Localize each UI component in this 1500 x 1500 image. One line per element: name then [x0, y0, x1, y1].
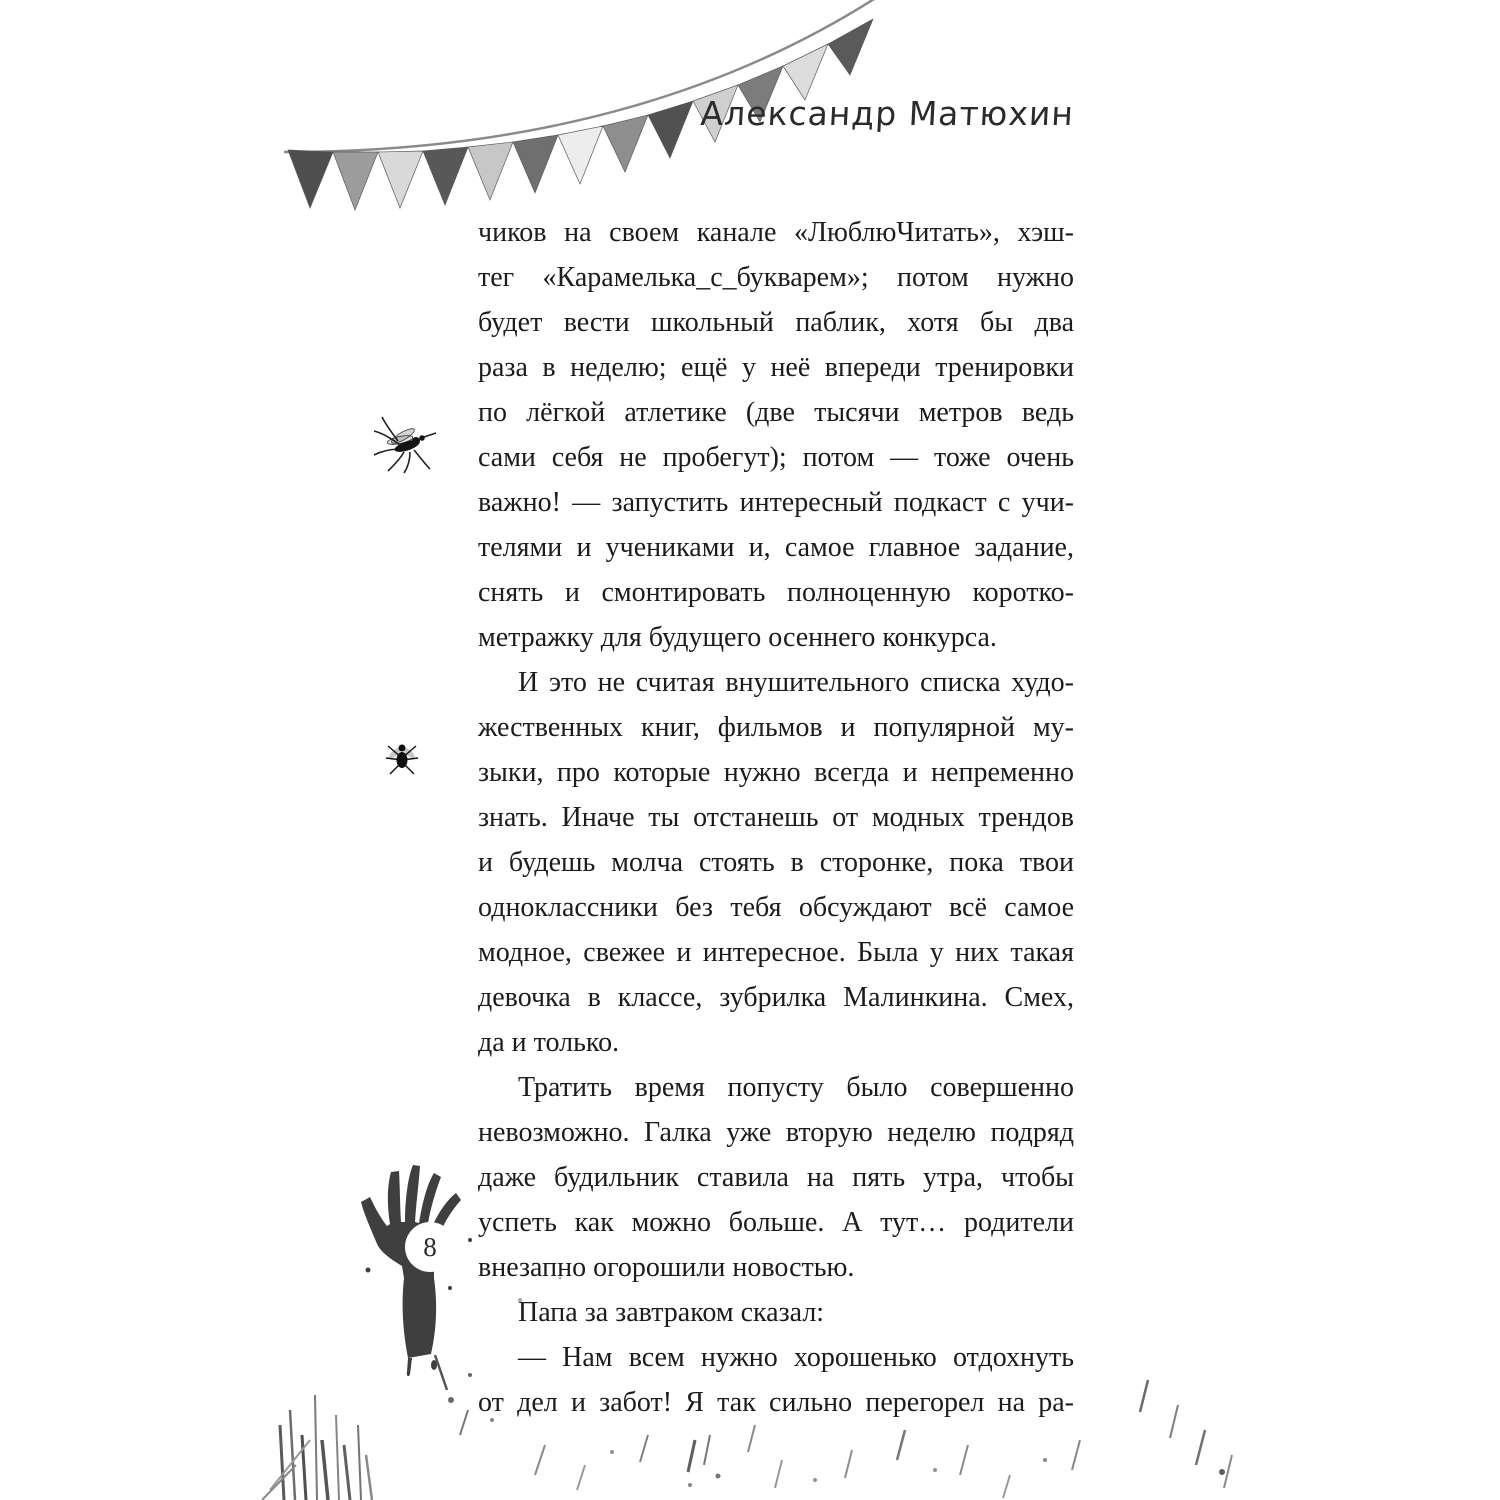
- text-line: раза в неделю; ещё у неё впереди тренировки: [478, 352, 1074, 383]
- text-line: девочка в классе, зубрилка Малинкина. Смех,: [478, 982, 1074, 1013]
- text-line: И это не считая внушительного списка худо-: [518, 667, 1074, 698]
- text-column: [478, 210, 1074, 1425]
- fly-icon: [382, 736, 422, 780]
- bunting-flag: [513, 135, 558, 193]
- text-line: невозможно. Галка уже вторую неделю подряд: [478, 1117, 1074, 1148]
- page-number: 8: [405, 1222, 455, 1272]
- text-line: и будешь молча стоять в сторонке, пока твои: [478, 847, 1074, 878]
- paragraph: [478, 210, 1074, 660]
- paragraph: [478, 1065, 1074, 1290]
- bunting-flag: [828, 19, 873, 75]
- bunting-flag: [423, 147, 468, 205]
- bunting-flag: [783, 44, 828, 100]
- text-line: по лёгкой атлетике (две тысячи метров ведь: [478, 397, 1074, 428]
- text-line: сами себя не пробегут); потом — тоже очень: [478, 442, 1074, 473]
- text-line: успеть как можно больше. А тут… родители: [478, 1207, 1074, 1238]
- text-line: даже будильник ставила на пять утра, чтобы: [478, 1162, 1074, 1193]
- bunting-flag: [333, 152, 378, 210]
- text-line: Папа за завтраком сказал:: [518, 1297, 825, 1328]
- text-line: снять и смонтировать полноценную коротко-: [478, 577, 1074, 608]
- text-line: одноклассники без тебя обсуждают всё самое: [478, 892, 1074, 923]
- paragraph: [478, 1290, 1074, 1335]
- text-line: будет вести школьный паблик, хотя бы два: [478, 307, 1074, 338]
- text-line: — Нам всем нужно хорошенько отдохнуть: [518, 1342, 1074, 1373]
- text-line: зыки, про которые нужно всегда и непременно: [478, 757, 1074, 788]
- paragraph: [478, 1335, 1074, 1425]
- text-line: тег «Карамелька_с_букварем»; потом нужно: [478, 262, 1074, 293]
- running-header-author: Александр Матюхин: [699, 94, 1076, 133]
- text-line: метражку для будущего осеннего конкурса.: [478, 622, 997, 653]
- bunting-flag: [288, 150, 333, 208]
- text-line: чиков на своем канале «ЛюблюЧитать», хэш-: [478, 217, 1074, 248]
- bunting-flag: [378, 151, 423, 208]
- text-line: да и только.: [478, 1027, 620, 1058]
- text-line: от дел и забот! Я так сильно перегорел на ра-: [478, 1387, 1074, 1418]
- text-line: знать. Иначе ты отстанешь от модных трендов: [478, 802, 1074, 833]
- mosquito-icon: [370, 405, 440, 475]
- text-line: внезапно огорошили новостью.: [478, 1252, 855, 1283]
- text-line: Тратить время попусту было совершенно: [518, 1072, 1074, 1103]
- text-line: важно! — запустить интересный подкаст с учи-: [478, 487, 1074, 518]
- text-line: модное, свежее и интересное. Была у них такая: [478, 937, 1074, 968]
- text-line: жественных книг, фильмов и популярной му-: [478, 712, 1074, 743]
- text-line: телями и учениками и, самое главное задание,: [478, 532, 1074, 563]
- bunting-flag: [468, 142, 513, 200]
- paragraph: [478, 660, 1074, 1065]
- bunting-flag: [558, 126, 603, 184]
